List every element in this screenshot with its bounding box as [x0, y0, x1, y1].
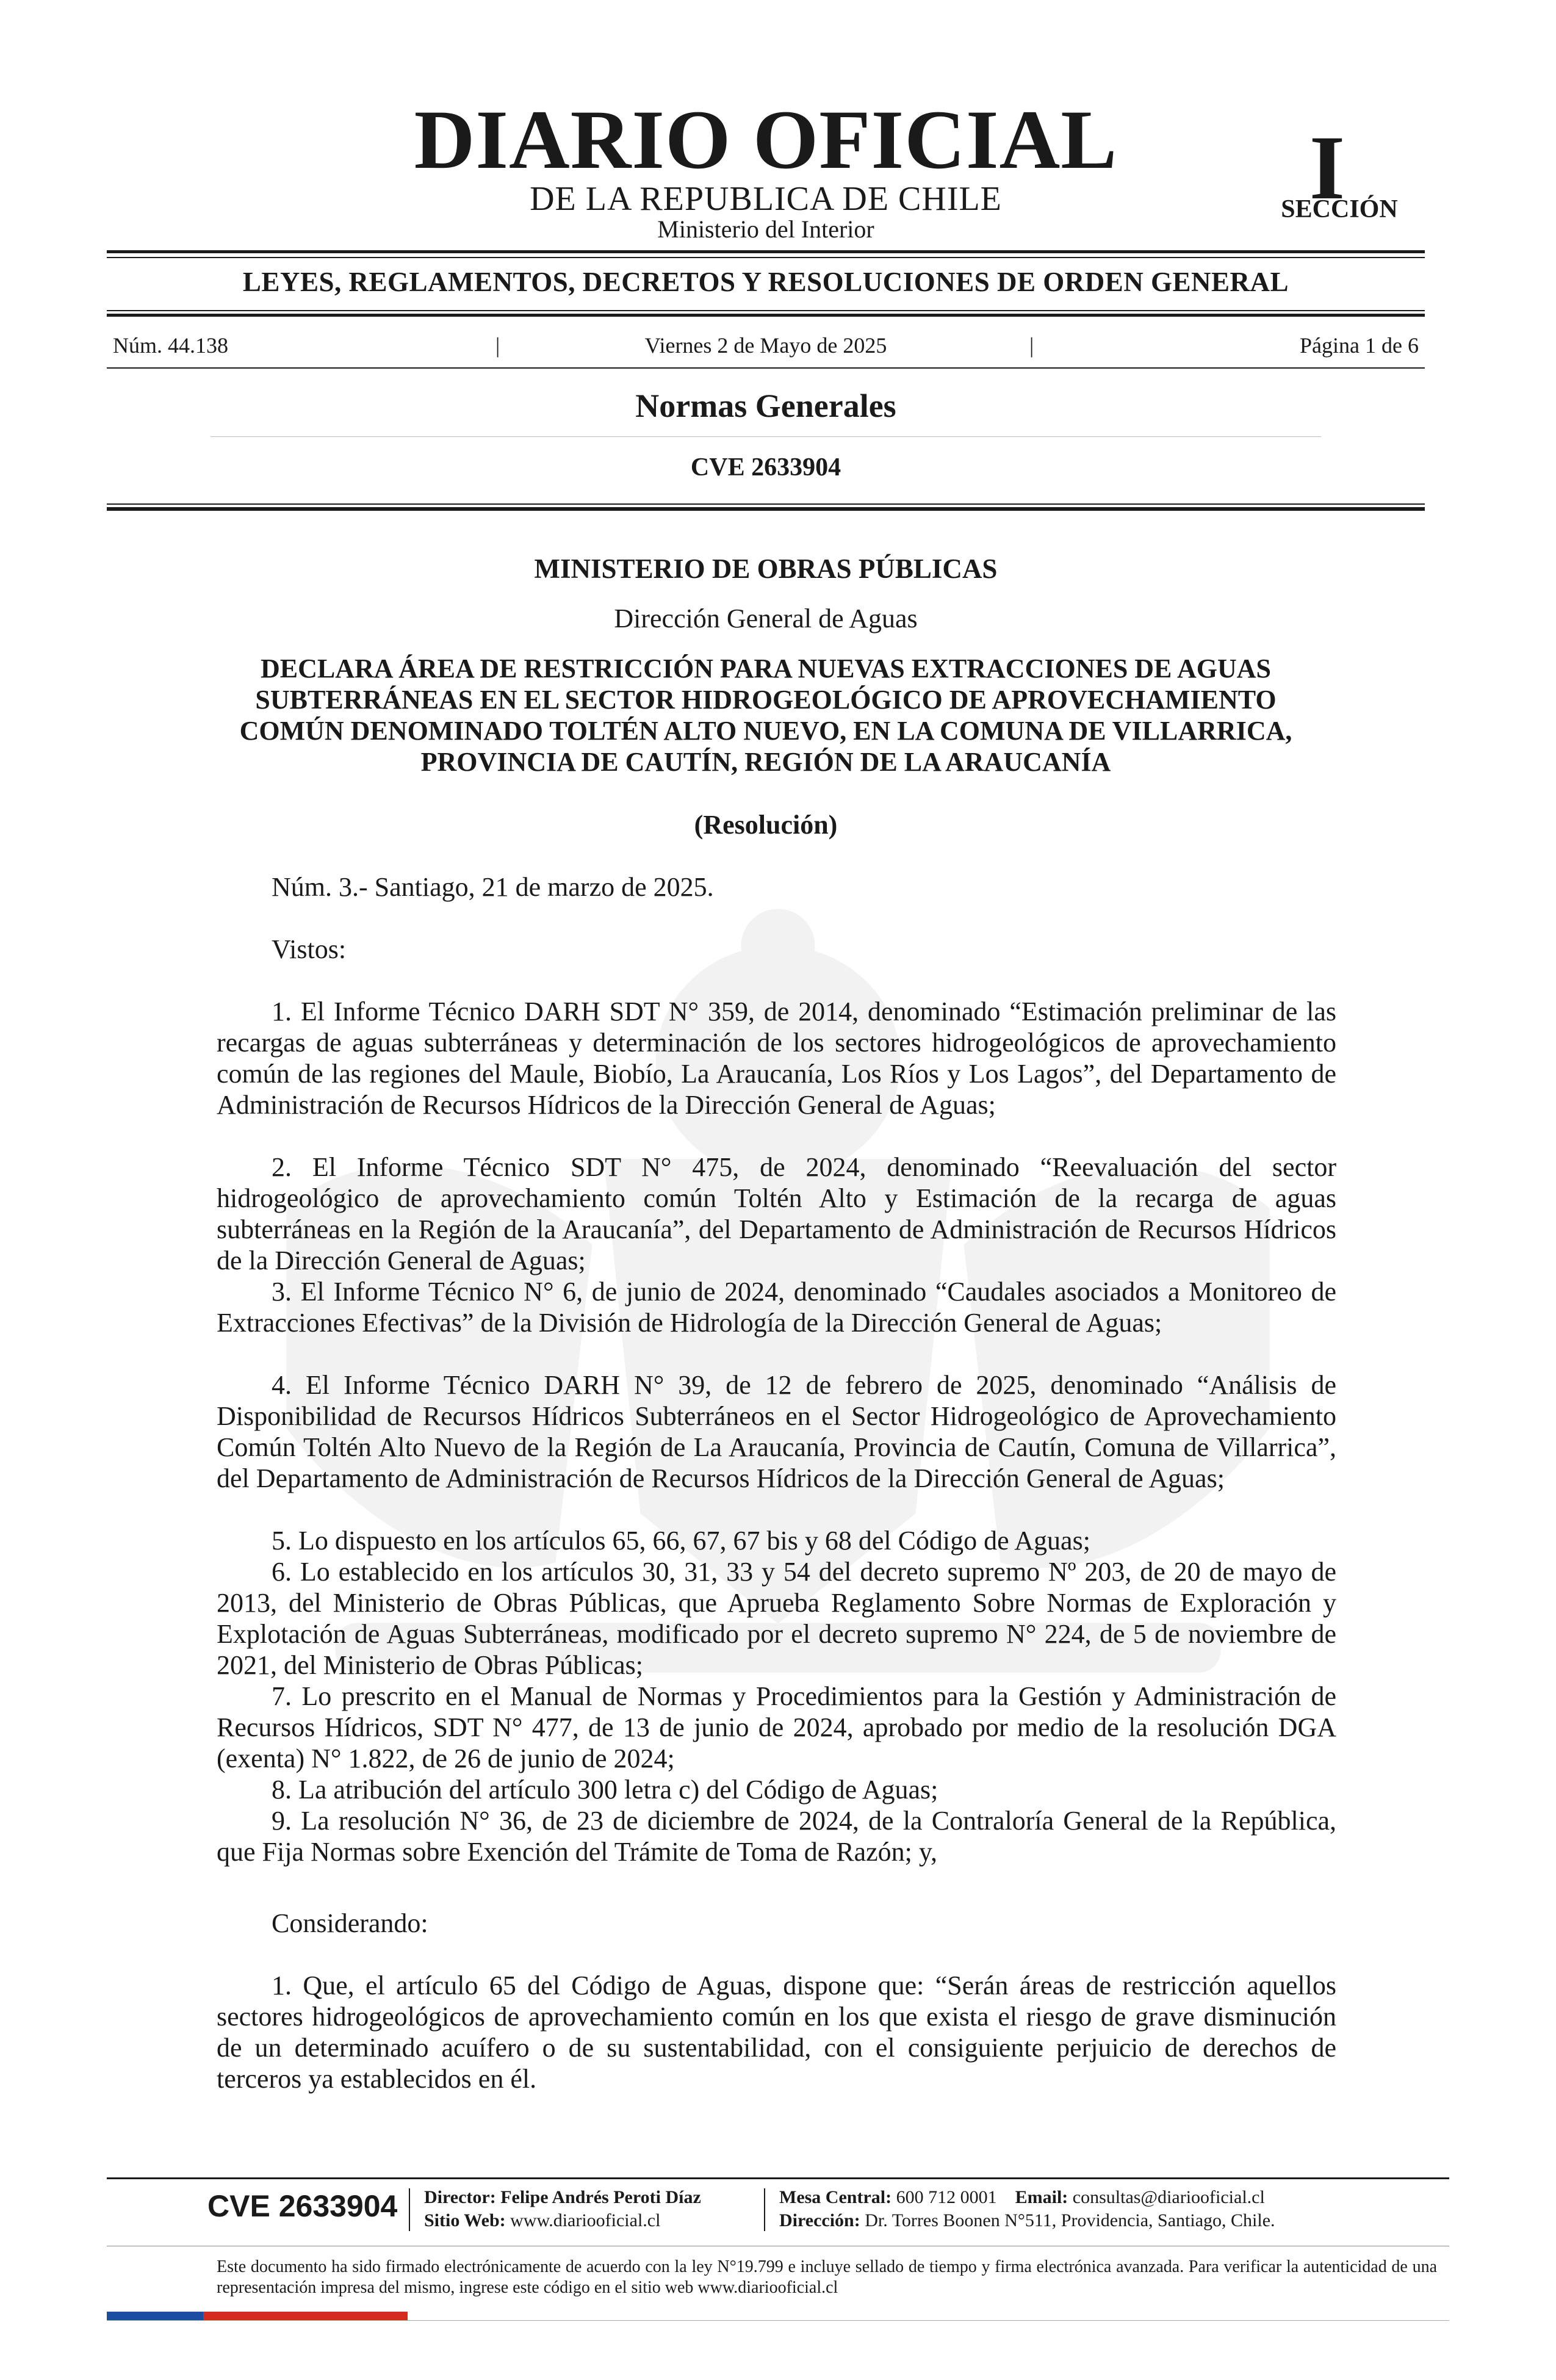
email-label: Email: — [1015, 2187, 1068, 2207]
footer-cve-code: CVE 2633904 — [207, 2189, 398, 2223]
footer-director-block — [424, 2186, 701, 2232]
footer — [107, 2177, 1449, 2330]
section-heading: Normas Generales — [635, 388, 896, 424]
document-type: (Resolución) — [694, 810, 838, 840]
email-link[interactable]: consultas@diariooficial.cl — [1072, 2187, 1265, 2207]
page-indicator: Página 1 de 6 — [1300, 333, 1419, 358]
cve-rule-thin — [107, 503, 1425, 505]
banner-rule-thin — [107, 310, 1425, 311]
info-separator: | — [495, 333, 500, 358]
flag-stripe-red — [203, 2312, 408, 2320]
vistos-item: 9. La resolución N° 36, de 23 de diciembre de 2024, de la Contraloría General de la República, que Fija Normas sobre Exención del Trámite de Toma de Razón; y, — [217, 1806, 1336, 1867]
vistos-item: 2. El Informe Técnico SDT N° 475, de 2024, denominado “Reevaluación del sector hidrogeológico de aprovechamiento común Toltén Alto y Estimación de la recarga de aguas subterráneas en la Región de la Araucanía”, del Departamento de Administración de Recursos Hídricos de la Dirección General de Aguas; — [217, 1152, 1336, 1275]
website-link[interactable]: www.diariooficial.cl — [510, 2210, 661, 2230]
vistos-item: 7. Lo prescrito en el Manual de Normas y Procedimientos para la Gestión y Administración de Recursos Hídricos, SDT N° 477, de 13 de junio de 2024, aprobado por medio de la resolución DGA (exenta) N° 1.822, de 26 de junio de 2024; — [217, 1681, 1336, 1773]
resolution-number-date: Núm. 3.- Santiago, 21 de marzo de 2025. — [272, 872, 714, 902]
issuing-direction: Dirección General de Aguas — [614, 604, 918, 633]
newspaper-subtitle: DE LA REPUBLICA DE CHILE — [530, 180, 1002, 218]
vistos-item: 5. Lo dispuesto en los artículos 65, 66, 67, 67 bis y 68 del Código de Aguas; — [272, 1526, 1090, 1556]
issue-number: Núm. 44.138 — [113, 333, 228, 358]
cve-code: CVE 2633904 — [690, 453, 841, 481]
masthead-rule-thick — [107, 250, 1425, 253]
cve-rule-thick — [107, 507, 1425, 511]
section-heading-rule — [211, 436, 1321, 437]
footer-contact-block — [779, 2186, 1275, 2232]
considerando-heading: Considerando: — [272, 1908, 428, 1938]
section-label: SECCIÓN — [1281, 195, 1398, 223]
section-number: I — [1309, 117, 1345, 218]
vistos-item: 4. El Informe Técnico DARH N° 39, de 12 de febrero de 2025, denominado “Análisis de Disponibilidad de Recursos Hídricos Subterráneos en el Sector Hidrogeológico de Aprovechamiento Común Toltén Alto Nuevo de la Región de La Araucanía, Provincia de Cautín, Comuna de Villarrica”, del Departamento de Administración de Recursos Hídricos de la Dirección General de Aguas; — [217, 1370, 1336, 1493]
banner-heading: LEYES, REGLAMENTOS, DECRETOS Y RESOLUCIONES DE ORDEN GENERAL — [242, 267, 1289, 297]
bottom-rule — [107, 2320, 1449, 2321]
banner-rule-thick — [107, 314, 1425, 317]
vistos-item: 6. Lo establecido en los artículos 30, 31, 33 y 54 del decreto supremo Nº 203, de 20 de mayo de 2013, del Ministerio de Obras Públicas, que Aprueba Reglamento Sobre Normas de Exploración y Explotación de Aguas Subterráneas, modificado por el decreto supremo N° 224, de 5 de noviembre de 2021, del Ministerio de Obras Públicas; — [217, 1557, 1336, 1680]
vistos-item: 1. El Informe Técnico DARH SDT N° 359, de 2014, denominado “Estimación preliminar de las recargas de aguas subterráneas y determinación de los sectores hidrogeológicos de aprovechamiento común de las regiones del Maule, Biobío, La Araucanía, Los Ríos y Los Lagos”, del Departamento de Administración de Recursos Hídricos de la Dirección General de Aguas; — [217, 997, 1336, 1120]
footer-separator — [764, 2188, 765, 2231]
issuing-ministry: MINISTERIO DE OBRAS PÚBLICAS — [534, 554, 998, 584]
newspaper-ministry: Ministerio del Interior — [657, 215, 874, 243]
address-text: Dr. Torres Boonen N°511, Providencia, Santiago, Chile. — [865, 2210, 1275, 2230]
mesa-phone: 600 712 0001 — [896, 2187, 997, 2207]
mesa-label: Mesa Central: — [779, 2187, 892, 2207]
flag-stripe-blue — [107, 2312, 203, 2320]
considerando-item: 1. Que, el artículo 65 del Código de Aguas, dispone que: “Serán áreas de restricción aquellos sectores hidrogeológicos de aprovechamiento común en los que exista el riesgo de grave disminución de un determinado acuífero o de su sustentabilidad, con el consiguiente perjuicio de derechos de terceros ya establecidos en él. — [217, 1971, 1336, 2094]
director-name: Felipe Andrés Peroti Díaz — [500, 2187, 701, 2207]
electronic-signature-note: Este documento ha sido firmado electrónicamente de acuerdo con la ley N°19.799 e incluye sellado de tiempo y firma electrónica avanzada. Para verificar la autenticidad de una representación impresa del mismo, ingrese este código en el sitio web www.diariooficial.cl — [217, 2257, 1437, 2297]
vistos-heading: Vistos: — [272, 934, 347, 964]
issue-date: Viernes 2 de Mayo de 2025 — [644, 333, 887, 358]
vistos-item: 8. La atribución del artículo 300 letra c) del Código de Aguas; — [272, 1775, 938, 1805]
director-label: Director: — [424, 2187, 496, 2207]
issue-info-bar — [107, 333, 1425, 358]
vistos-item: 3. El Informe Técnico N° 6, de junio de 2024, denominado “Caudales asociados a Monitoreo de Extracciones Efectivas” de la División de Hidrología de la Dirección General de Aguas; — [217, 1277, 1336, 1338]
masthead-rule-thin — [107, 257, 1425, 258]
website-label: Sitio Web: — [424, 2210, 506, 2230]
address-label: Dirección: — [779, 2210, 860, 2230]
masthead — [107, 92, 1425, 250]
footer-separator — [409, 2188, 410, 2231]
info-rule — [107, 367, 1425, 369]
newspaper-title: DIARIO OFICIAL — [414, 93, 1118, 186]
document-title: DECLARA ÁREA DE RESTRICCIÓN PARA NUEVAS EXTRACCIONES DE AGUAS SUBTERRÁNEAS EN EL SECTOR HIDROGEOLÓGICO DE APROVECHAMIENTO COMÚN DENOMINADO TOLTÉN ALTO NUEVO, EN LA COMUNA DE VILLARRICA, PROVINCIA DE CAUTÍN, REGIÓN DE LA ARAUCANÍA — [239, 654, 1292, 777]
info-separator: | — [1029, 333, 1034, 358]
